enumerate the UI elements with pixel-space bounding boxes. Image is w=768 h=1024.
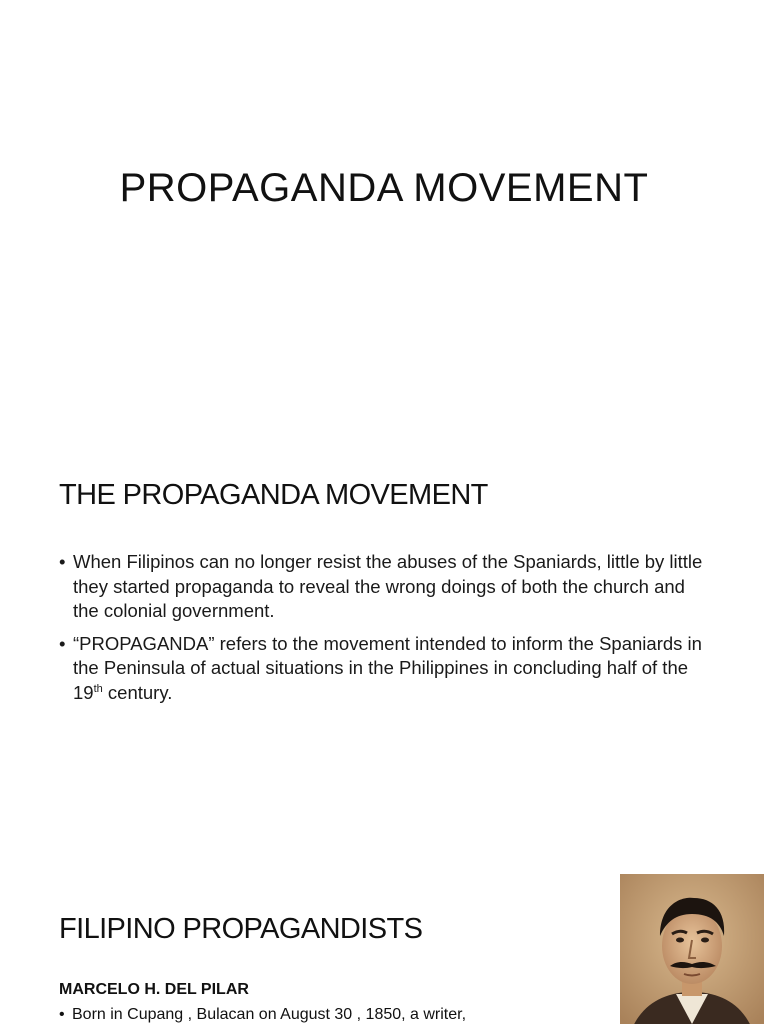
presentation-title: PROPAGANDA MOVEMENT	[119, 166, 649, 210]
person-name: MARCELO H. DEL PILAR	[59, 981, 249, 998]
bullet-text: When Filipinos can no longer resist the abuses of the Spaniards, little by little they started propaganda to reveal the wrong doings of both the church and the colonial government.	[73, 551, 703, 621]
propagandists-slide	[0, 864, 768, 1024]
bullet-dot-icon: •	[59, 1006, 65, 1023]
bullet-dot-icon: •	[59, 632, 66, 654]
bullet-text: “PROPAGANDA” refers to the movement intended to inform the Spaniards in the Peninsula of actual situations in the Philippines in concluding half of the 19	[73, 632, 702, 703]
portrait-image	[620, 874, 764, 1024]
movement-slide	[0, 432, 768, 864]
bullet-dot-icon: •	[59, 551, 66, 572]
movement-heading: THE PROPAGANDA MOVEMENT	[59, 479, 488, 511]
propagandists-heading: FILIPINO PROPAGANDISTS	[59, 913, 423, 945]
bullet-text-end: century.	[102, 681, 173, 703]
superscript-suffix: th	[93, 682, 103, 695]
movement-bullet-list	[59, 550, 709, 713]
bullet-text: Born in Cupang , Bulacan on August 30 , 1850, a writer,	[72, 1006, 467, 1023]
bullet-item	[59, 550, 709, 624]
title-slide	[0, 0, 768, 432]
bullet-item	[59, 632, 709, 706]
person-bullet	[59, 1006, 466, 1024]
